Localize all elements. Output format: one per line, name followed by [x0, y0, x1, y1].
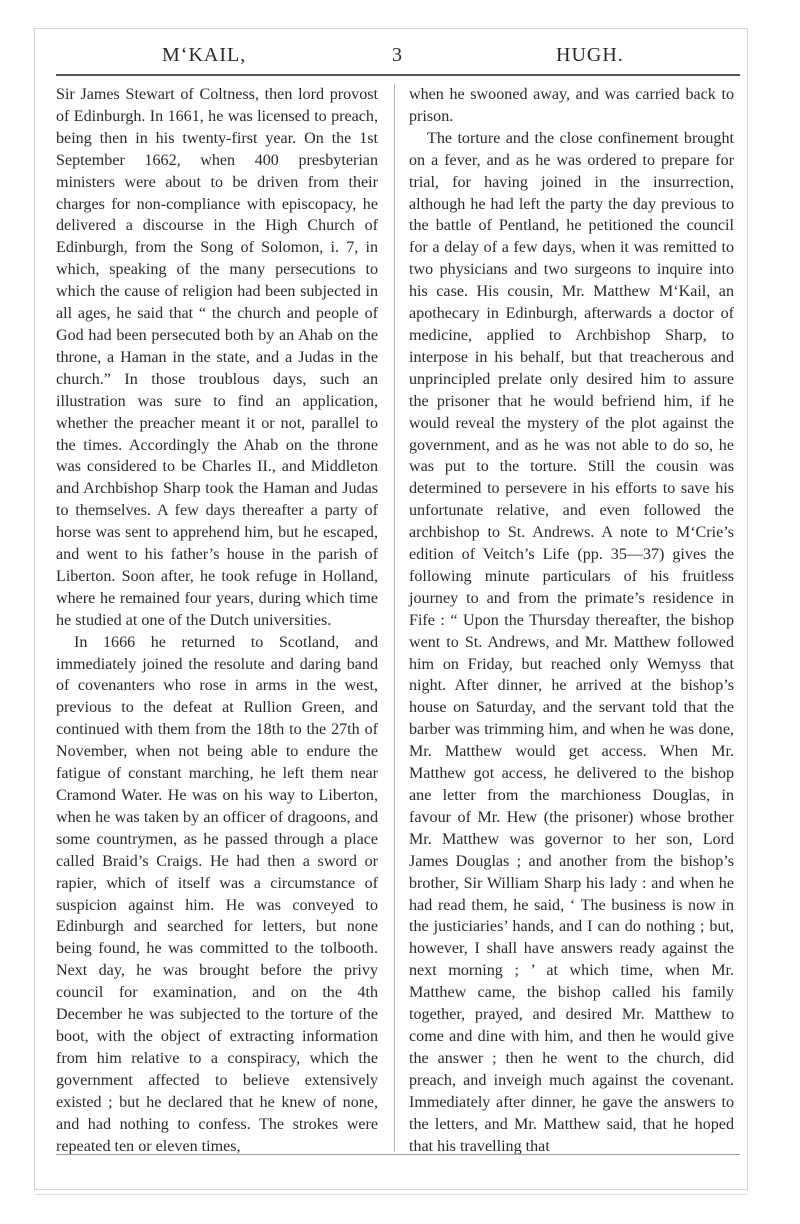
paragraph: In 1666 he returned to Scotland, and immediately joined the resolute and daring band of covenanters who rose in arms in the west, previous to the defeat at Rullion Green, and continued with them from the 18th to the 27th of November, when not being able to endure the fatigue of constant marching, he left them near Cramond Water. He was on his way to Liberton, when he was taken by an officer of dragoons, and some countrymen, as he passed through a place called Braid’s Craigs. He had then a sword or rapier, which of itself was a circumstance of suspicion against him. He was conveyed to Edinburgh and searched for letters, but none being found, he was committed to the tolbooth. Next day, he was brought before the privy council for examination, and on the 4th December he was subjected to the torture of the boot, with the object of extracting information from him relative to a conspiracy, which the government affected to believe extensively existed ; but he declared that he knew of none, and had nothing to confess. The strokes were repeated ten or eleven times,: [56, 633, 378, 1155]
column-divider: [394, 84, 395, 1152]
paragraph: The torture and the close confinement brought on a fever, and as he was ordered to prepare for trial, for having joined in the insurrection, although he had left the party the day previous to the battle of Pentland, he petitioned the council for a delay of a few days, when it was remitted to two physicians and two surgeons to inquire into his case. His cousin, Mr. Matthew M‘Kail, an apothecary in Edinburgh, afterwards a doctor of medicine, applied to Archbishop Sharp, to interpose in his behalf, but that treacherous and unprincipled prelate only desired him to assure the prisoner that he would befriend him, if he would reveal the mystery of the plot against the government, and as he was not able to do so, he was put to the torture. Still the cousin was determined to persevere in his efforts to save his unfortunate relative, and even followed the archbishop to St. Andrews. A note to M‘Crie’s edition of Veitch’s Life (pp. 35—37) gives the following minute particulars of his fruitless journey to and from the primate’s residence in Fife : “ Upon the Thursday thereafter, the bishop went to St. Andrews, and Mr. Matthew followed him on Friday, but reached only Wemyss that night. After dinner, he arrived at the bishop’s house on Saturday, and the servant told that the barber was trimming him, and when he was done, Mr. Matthew would get access. When Mr. Matthew got access, he delivered to the bishop ane letter from the marchioness Douglas, in favour of Mr. Hew (the prisoner) whose brother Mr. Matthew was governor to her son, Lord James Douglas ; and another from the bishop’s brother, Sir William Sharp his lady : and when he had read them, he said, ‘ The business is now in the justiciaries’ hands, and I can do nothing ; but, however, I shall have answers ready against the next morning ; ’ at which time, when Mr. Matthew came, the bishop called his family together, prayed, and desired Mr. Matthew to come and dine with him, and then he would give the answer ; then he went to the church, did preach, and inveigh much against the covenant. Immediately after dinner, he gave the answers to the letters, and Mr. Matthew said, that he hoped that his travelling that: [409, 129, 734, 1155]
left-column: [56, 84, 378, 1157]
running-header: [56, 44, 740, 68]
header-left: M‘KAIL,: [162, 44, 247, 66]
paragraph: when he swooned away, and was carried back to prison.: [409, 86, 734, 125]
header-right: HUGH.: [556, 44, 624, 66]
page-number: 3: [392, 44, 403, 66]
header-rule: [56, 74, 740, 76]
page-edge-bottom: [35, 1194, 747, 1195]
paragraph: Sir James Stewart of Coltness, then lord provost of Edinburgh. In 1661, he was licensed to preach, being then in his twenty-first year. On the 1st September 1662, when 400 presbyterian ministers were about to be driven from their charges for non-compliance with episcopacy, he delivered a discourse in the High Church of Edinburgh, from the Song of Solomon, i. 7, in which, speaking of the many persecutions to which the cause of religion had been subjected in all ages, he said that “ the church and people of God had been persecuted both by an Ahab on the throne, a Haman in the state, and a Judas in the church.” In those troublous days, such an illustration was sure to find an application, whether the preacher meant it or not, parallel to the times. Accordingly the Ahab on the throne was considered to be Charles II., and Middleton and Archbishop Sharp took the Haman and Judas to themselves. A few days thereafter a party of horse was sent to apprehend him, but he escaped, and went to his father’s house in the parish of Liberton. Soon after, he took refuge in Holland, where he remained four years, during which time he studied at one of the Dutch universities.: [56, 86, 378, 629]
right-column: [409, 84, 734, 1157]
footer-rule: [56, 1154, 740, 1155]
